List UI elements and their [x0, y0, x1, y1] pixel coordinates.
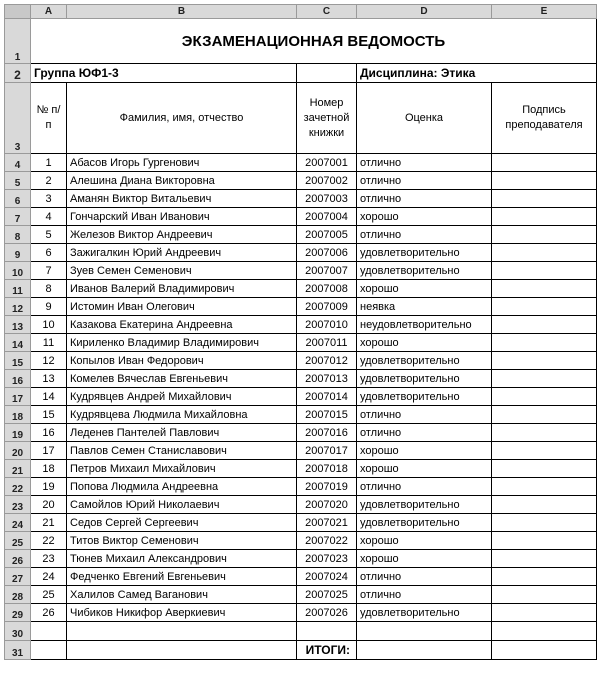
table-row	[5, 226, 597, 244]
column-header-c[interactable]: C	[297, 5, 357, 19]
cell-full-name[interactable]: Алешина Диана Викторовна	[67, 172, 297, 190]
header-signature[interactable]: Подпись преподавателя	[492, 83, 597, 154]
group-label[interactable]: Группа ЮФ1-3	[31, 64, 297, 83]
empty-cell[interactable]	[357, 622, 492, 641]
cell-number[interactable]: 9	[31, 298, 67, 316]
row-header[interactable]: 13	[5, 316, 31, 334]
table-row	[5, 190, 597, 208]
cell-record-book[interactable]: 2007025	[297, 586, 357, 604]
cell-signature[interactable]	[492, 460, 597, 478]
header-record-book[interactable]: Номер зачетной книжки	[297, 83, 357, 154]
cell-full-name[interactable]: Петров Михаил Михайлович	[67, 460, 297, 478]
cell-record-book[interactable]: 2007022	[297, 532, 357, 550]
cell-number[interactable]: 22	[31, 532, 67, 550]
cell-grade[interactable]: хорошо	[357, 208, 492, 226]
table-row	[5, 460, 597, 478]
column-header-e[interactable]: E	[492, 5, 597, 19]
cell-number[interactable]: 10	[31, 316, 67, 334]
row-header[interactable]: 20	[5, 442, 31, 460]
cell-grade[interactable]: удовлетворительно	[357, 514, 492, 532]
cell-number[interactable]: 14	[31, 388, 67, 406]
cell-record-book[interactable]: 2007016	[297, 424, 357, 442]
row-header[interactable]: 22	[5, 478, 31, 496]
cell-number[interactable]: 23	[31, 550, 67, 568]
cell-grade[interactable]: отлично	[357, 406, 492, 424]
cell-grade[interactable]: хорошо	[357, 532, 492, 550]
row-header[interactable]: 28	[5, 586, 31, 604]
totals-value-cell[interactable]	[357, 641, 492, 660]
cell-number[interactable]: 24	[31, 568, 67, 586]
cell-number[interactable]: 4	[31, 208, 67, 226]
column-header-b[interactable]: B	[67, 5, 297, 19]
row-header[interactable]: 26	[5, 550, 31, 568]
cell-grade[interactable]: отлично	[357, 424, 492, 442]
row-header[interactable]: 19	[5, 424, 31, 442]
row-header[interactable]: 12	[5, 298, 31, 316]
cell-grade[interactable]: отлично	[357, 154, 492, 172]
totals-label[interactable]: ИТОГИ:	[297, 641, 357, 660]
cell-number[interactable]: 11	[31, 334, 67, 352]
cell-grade[interactable]: хорошо	[357, 442, 492, 460]
cell-signature[interactable]	[492, 280, 597, 298]
table-row	[5, 388, 597, 406]
cell-number[interactable]: 16	[31, 424, 67, 442]
table-row	[5, 550, 597, 568]
cell-record-book[interactable]: 2007026	[297, 604, 357, 622]
cell-grade[interactable]: удовлетворительно	[357, 352, 492, 370]
cell-signature[interactable]	[492, 316, 597, 334]
cell-full-name[interactable]: Комелев Вячеслав Евгеньевич	[67, 370, 297, 388]
header-grade[interactable]: Оценка	[357, 83, 492, 154]
cell-full-name[interactable]: Павлов Семен Станиславович	[67, 442, 297, 460]
cell-full-name[interactable]: Кудрявцев Андрей Михайлович	[67, 388, 297, 406]
cell-signature[interactable]	[492, 352, 597, 370]
cell-record-book[interactable]: 2007008	[297, 280, 357, 298]
cell-grade[interactable]: хорошо	[357, 280, 492, 298]
cell-record-book[interactable]: 2007018	[297, 460, 357, 478]
cell-full-name[interactable]: Титов Виктор Семенович	[67, 532, 297, 550]
row-header[interactable]: 31	[5, 641, 31, 660]
cell-signature[interactable]	[492, 586, 597, 604]
cell-signature[interactable]	[492, 406, 597, 424]
table-row	[5, 514, 597, 532]
row-header[interactable]: 5	[5, 172, 31, 190]
cell-record-book[interactable]: 2007011	[297, 334, 357, 352]
select-all-corner[interactable]	[5, 5, 31, 19]
cell-full-name[interactable]: Аманян Виктор Витальевич	[67, 190, 297, 208]
table-row	[5, 568, 597, 586]
table-row	[5, 586, 597, 604]
cell-full-name[interactable]: Чибиков Никифор Аверкиевич	[67, 604, 297, 622]
cell-number[interactable]: 19	[31, 478, 67, 496]
cell-signature[interactable]	[492, 514, 597, 532]
cell-full-name[interactable]: Кудрявцева Людмила Михайловна	[67, 406, 297, 424]
cell-signature[interactable]	[492, 334, 597, 352]
empty-cell[interactable]	[492, 641, 597, 660]
cell-number[interactable]: 18	[31, 460, 67, 478]
cell-record-book[interactable]: 2007013	[297, 370, 357, 388]
cell-number[interactable]: 21	[31, 514, 67, 532]
row-header[interactable]: 14	[5, 334, 31, 352]
table-row	[5, 154, 597, 172]
cell-signature[interactable]	[492, 244, 597, 262]
cell-signature[interactable]	[492, 442, 597, 460]
cell-number[interactable]: 7	[31, 262, 67, 280]
cell-record-book[interactable]: 2007005	[297, 226, 357, 244]
cell-number[interactable]: 13	[31, 370, 67, 388]
cell-full-name[interactable]: Кириленко Владимир Владимирович	[67, 334, 297, 352]
cell-grade[interactable]: отлично	[357, 586, 492, 604]
row-header[interactable]: 9	[5, 244, 31, 262]
cell-signature[interactable]	[492, 496, 597, 514]
cell-number[interactable]: 17	[31, 442, 67, 460]
row-header[interactable]: 21	[5, 460, 31, 478]
table-row	[5, 532, 597, 550]
cell-full-name[interactable]: Зажигалкин Юрий Андреевич	[67, 244, 297, 262]
cell-full-name[interactable]: Абасов Игорь Гургенович	[67, 154, 297, 172]
column-header-a[interactable]: A	[31, 5, 67, 19]
cell-record-book[interactable]: 2007006	[297, 244, 357, 262]
cell-record-book[interactable]: 2007001	[297, 154, 357, 172]
cell-grade[interactable]: неудовлетворительно	[357, 316, 492, 334]
cell-full-name[interactable]: Железов Виктор Андреевич	[67, 226, 297, 244]
cell-number[interactable]: 5	[31, 226, 67, 244]
row-header[interactable]: 25	[5, 532, 31, 550]
cell-grade[interactable]: удовлетворительно	[357, 604, 492, 622]
cell-number[interactable]: 25	[31, 586, 67, 604]
table-row	[5, 280, 597, 298]
empty-cell[interactable]	[31, 622, 67, 641]
sheet-title[interactable]: ЭКЗАМЕНАЦИОННАЯ ВЕДОМОСТЬ	[31, 19, 597, 64]
row-header[interactable]: 10	[5, 262, 31, 280]
cell-number[interactable]: 3	[31, 190, 67, 208]
cell-full-name[interactable]: Зуев Семен Семенович	[67, 262, 297, 280]
cell-number[interactable]: 26	[31, 604, 67, 622]
header-full-name[interactable]: Фамилия, имя, отчество	[67, 83, 297, 154]
cell-full-name[interactable]: Гончарский Иван Иванович	[67, 208, 297, 226]
cell-full-name[interactable]: Попова Людмила Андреевна	[67, 478, 297, 496]
row-header[interactable]: 7	[5, 208, 31, 226]
cell-grade[interactable]: неявка	[357, 298, 492, 316]
row-header[interactable]: 17	[5, 388, 31, 406]
table-row	[5, 244, 597, 262]
row-header[interactable]: 23	[5, 496, 31, 514]
row-header[interactable]: 6	[5, 190, 31, 208]
table-row	[5, 442, 597, 460]
cell-signature[interactable]	[492, 226, 597, 244]
cell-grade[interactable]: удовлетворительно	[357, 388, 492, 406]
table-row	[5, 370, 597, 388]
cell-grade[interactable]: отлично	[357, 568, 492, 586]
cell-grade[interactable]: хорошо	[357, 460, 492, 478]
cell-grade[interactable]: удовлетворительно	[357, 370, 492, 388]
empty-cell[interactable]	[31, 641, 67, 660]
table-row	[5, 172, 597, 190]
cell-record-book[interactable]: 2007009	[297, 298, 357, 316]
cell-record-book[interactable]: 2007002	[297, 172, 357, 190]
cell-record-book[interactable]: 2007004	[297, 208, 357, 226]
cell-number[interactable]: 2	[31, 172, 67, 190]
discipline-label[interactable]: Дисциплина: Этика	[357, 64, 597, 83]
empty-cell[interactable]	[492, 622, 597, 641]
cell-full-name[interactable]: Леденев Пантелей Павлович	[67, 424, 297, 442]
table-row	[5, 208, 597, 226]
table-row	[5, 316, 597, 334]
column-header-d[interactable]: D	[357, 5, 492, 19]
row-header[interactable]: 2	[5, 64, 31, 83]
table-row	[5, 298, 597, 316]
cell-record-book[interactable]: 2007017	[297, 442, 357, 460]
spreadsheet	[4, 4, 596, 660]
cell-signature[interactable]	[492, 154, 597, 172]
cell-record-book[interactable]: 2007012	[297, 352, 357, 370]
row-header[interactable]: 8	[5, 226, 31, 244]
cell-grade[interactable]: отлично	[357, 478, 492, 496]
cell-number[interactable]: 20	[31, 496, 67, 514]
cell-full-name[interactable]: Иванов Валерий Владимирович	[67, 280, 297, 298]
header-number[interactable]: № п/п	[31, 83, 67, 154]
cell-record-book[interactable]: 2007024	[297, 568, 357, 586]
cell-record-book[interactable]: 2007020	[297, 496, 357, 514]
cell-full-name[interactable]: Самойлов Юрий Николаевич	[67, 496, 297, 514]
row-header[interactable]: 30	[5, 622, 31, 641]
cell-signature[interactable]	[492, 190, 597, 208]
row-header[interactable]: 24	[5, 514, 31, 532]
cell-grade[interactable]: удовлетворительно	[357, 496, 492, 514]
row-header[interactable]: 15	[5, 352, 31, 370]
cell-number[interactable]: 8	[31, 280, 67, 298]
empty-cell[interactable]	[297, 622, 357, 641]
cell-full-name[interactable]: Тюнев Михаил Александрович	[67, 550, 297, 568]
exam-sheet-grid	[4, 4, 597, 660]
cell-number[interactable]: 6	[31, 244, 67, 262]
cell-signature[interactable]	[492, 532, 597, 550]
row-header[interactable]: 18	[5, 406, 31, 424]
cell-record-book[interactable]: 2007007	[297, 262, 357, 280]
cell-grade[interactable]: хорошо	[357, 550, 492, 568]
cell-signature[interactable]	[492, 568, 597, 586]
cell-full-name[interactable]: Седов Сергей Сергеевич	[67, 514, 297, 532]
cell-grade[interactable]: отлично	[357, 172, 492, 190]
table-row	[5, 496, 597, 514]
cell-record-book[interactable]: 2007019	[297, 478, 357, 496]
cell-grade[interactable]: отлично	[357, 226, 492, 244]
cell-grade[interactable]: удовлетворительно	[357, 244, 492, 262]
table-row	[5, 352, 597, 370]
cell-signature[interactable]	[492, 424, 597, 442]
cell-grade[interactable]: хорошо	[357, 334, 492, 352]
row-header[interactable]: 16	[5, 370, 31, 388]
cell-grade[interactable]: удовлетворительно	[357, 262, 492, 280]
cell-full-name[interactable]: Казакова Екатерина Андреевна	[67, 316, 297, 334]
cell-grade[interactable]: отлично	[357, 190, 492, 208]
table-row	[5, 604, 597, 622]
cell-number[interactable]: 12	[31, 352, 67, 370]
cell-record-book[interactable]: 2007023	[297, 550, 357, 568]
cell-signature[interactable]	[492, 550, 597, 568]
cell-c2[interactable]	[297, 64, 357, 83]
cell-signature[interactable]	[492, 172, 597, 190]
row-header[interactable]: 4	[5, 154, 31, 172]
row-header[interactable]: 27	[5, 568, 31, 586]
row-header[interactable]: 1	[5, 19, 31, 64]
cell-signature[interactable]	[492, 478, 597, 496]
cell-record-book[interactable]: 2007010	[297, 316, 357, 334]
row-header[interactable]: 29	[5, 604, 31, 622]
cell-full-name[interactable]: Истомин Иван Олегович	[67, 298, 297, 316]
cell-signature[interactable]	[492, 262, 597, 280]
cell-full-name[interactable]: Федченко Евгений Евгеньевич	[67, 568, 297, 586]
table-row	[5, 334, 597, 352]
table-row	[5, 406, 597, 424]
cell-full-name[interactable]: Халилов Самед Ваганович	[67, 586, 297, 604]
cell-record-book[interactable]: 2007014	[297, 388, 357, 406]
cell-number[interactable]: 15	[31, 406, 67, 424]
cell-signature[interactable]	[492, 370, 597, 388]
row-header[interactable]: 3	[5, 83, 31, 154]
table-row	[5, 262, 597, 280]
cell-signature[interactable]	[492, 298, 597, 316]
cell-record-book[interactable]: 2007003	[297, 190, 357, 208]
cell-signature[interactable]	[492, 208, 597, 226]
table-row	[5, 478, 597, 496]
empty-cell[interactable]	[67, 622, 297, 641]
cell-signature[interactable]	[492, 604, 597, 622]
cell-record-book[interactable]: 2007021	[297, 514, 357, 532]
empty-cell[interactable]	[67, 641, 297, 660]
table-row	[5, 424, 597, 442]
row-header[interactable]: 11	[5, 280, 31, 298]
cell-signature[interactable]	[492, 388, 597, 406]
cell-record-book[interactable]: 2007015	[297, 406, 357, 424]
cell-number[interactable]: 1	[31, 154, 67, 172]
cell-full-name[interactable]: Копылов Иван Федорович	[67, 352, 297, 370]
